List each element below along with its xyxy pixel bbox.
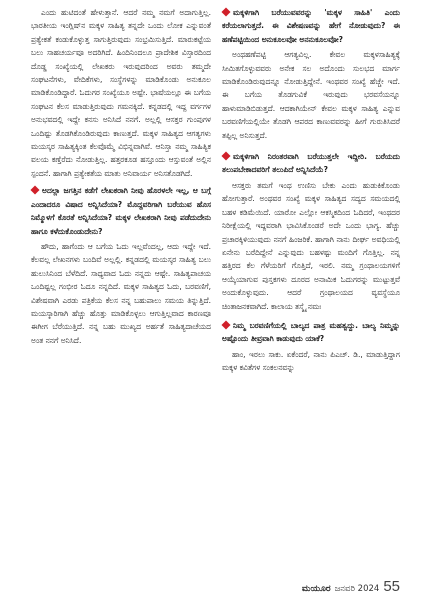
paragraph: ಆಸಕ್ತರು ತಮಗೆ ಇಂಥ ಉಣಿಸು ಬೇಕು ಎಂದು ಹುಡುಕಿಕೊಂಡು ಹೋಗುತ್ತಾರೆ. ಅಂಥವರ ಸಂಖ್ಯೆ ಮಕ್ಕಳ ಸಾಹಿತ್ಯದ ಸದ್ಯದ ಸಮಯದಲ್ಲಿ ಬಹಳ ಕಡಿಮೆಯಿದೆ. ಯಾರೋ ಎಲ್ಲೋ ಆಕಸ್ಮಿಕದಿಂದ ಓದಿದರೆ, ಇಂಥದರ ನಿರೀಕ್ಷೆಯಲ್ಲಿ ಇದ್ದವರಾಗಿ ಭಾವಿಸಿಕೊಂಡರೆ ಅದೇ ಒಂದು ಭಾಗ್ಯ. ಹೆಚ್ಚು ಪ್ರಚಾರಕ್ಕಿಳಿಯುವುದು ನನಗೆ ಹಿಂಜರಿಕೆ. ಹಾಗಾಗಿ ನಾನು ದೀರ್ಘ ಅವಧಿಯಲ್ಲಿ ಏನೇನು ಬರೆದಿದ್ದೇನೆ ಎನ್ನುವುದು ಬಹಳಷ್ಟು ಮಂದಿಗೆ ಗೊತ್ತಿಲ್ಲ. ನನ್ನ ಹತ್ತಿರದ ಕೆಲ ಗೆಳೆಯರಿಗೆ ಗೊತ್ತಿದೆ, ಇರಲಿ. ನಮ್ಮ ಗ್ರಂಥಾಲಯಗಳಿಗೆ ಆಯ್ಕೆಯಾಗುವ ಪುಸ್ತಕಗಳು ದೂರದ ಅನಾಮಿಕ ಓದುಗರನ್ನು ಮುಟ್ಟುತ್ತವೆ ಅಂದುಕೊಳ್ಳುವುದು. ಆದರೆ ಗ್ರಂಥಾಲಯದ ವ್ಯವಸ್ಥೆಯೂ ಚಿಂತಾಜನಕವಾಗಿದೆ. ಕಾಲಾಯ ತಸ್ಮೈ ನಮಃ: [222, 180, 400, 311]
interview-question: [222, 6, 400, 46]
question-text: ಅದಲ್ಲಾ ಜಗತ್ತಿನ ಕಡೆಗೆ ಲೇಖಕರಾಗಿ ನೀವು ಹೊರಳಲೇ ಇಲ್ಲ, ಆ ಬಗ್ಗೆ ಎಂದಾದರೂ ವಿಷಾದ ಅನ್ನಿಸಿದೆಯಾ? ಮೊದ್ದವರಿಗಾಗಿ ಬರೆಯುವ ಹೊಸ ನಿಮ್ಮೊಳಗೆ ಕೊರತೆ ಅನ್ನಿಸಿದೆಯಾ? ಮಕ್ಕಳ ಲೇಖಕರಾಗಿ ನೀವು ಪಡೆದುದೇನು ಹಾಗೂ ಕಳೆದುಕೊಂಡುದೇನು?: [31, 186, 211, 236]
question-text: ಮಕ್ಕಳಿಗಾಗಿ ಬರೆಯುವವರನ್ನು 'ಮಕ್ಕಳ ಸಾಹಿತಿ' ಎಂದು ಕರೆಯಲಾಗುತ್ತದೆ. ಈ ವಿಶೇಷಣವನ್ನು ಹೇಗೆ ನೋಡುವುದು? ಈ ಹಣೆಪಟ್ಟಿಯಿಂದ ಅನುಕೂಲವೋ ಅನನುಕೂಲವೋ?: [222, 8, 400, 44]
paragraph: ಅಂಥಹಣೆಪಟ್ಟಿ ಆಗತ್ಯವಿಲ್ಲ. ಕೇವಲ ಮಕ್ಕಳಸಾಹಿತ್ಯಕ್ಕೆ ಸೀಮಿತಗೊಳ್ಳುವವರು ಅನೇಕ ಸಲ ಅದೊಂದು ಸುಲಭದ ಮಾರ್ಗ ಮಾಡಿಕೊಂಡಿರುವುದನ್ನೂ ನೋಡುತ್ತಿದ್ದೇನೆ. ಇಂಥವರ ಸಂಖ್ಯೆ ಹೆಚ್ಚೇ ಇದೆ. ಈ ಬಗೆಯ ತೊಡಗುವಿಕೆ ಇರುವುದು ಭರವಸೆಯನ್ನೂ ಹಾಳುಮಾಡಿಬಿಡುತ್ತದೆ. ಆದಕಾಗಿಯೇನ್ ಕೇವಲ ಮಕ್ಕಳ ಸಾಹಿತ್ಯ ಎನ್ನುವ ಬರವಣಿಗೆಯಲ್ಲಿಯೇ ತೊಡಗಿ ಆಪರದ ಕಾಣುವವರನ್ನು ಹೀಗೆ ಗುರುತಿಸಿದರೆ ತಪ್ಪಿಲ್ಲ ಅನಿಸುತ್ತದೆ.: [222, 50, 400, 140]
interview-question: [31, 184, 211, 238]
diamond-bullet-icon: [221, 7, 230, 16]
paragraph: ಹೌದು, ಹಾಗೆಂದು ಆ ಬಗೆಯ ಓದು ಇಲ್ಲವೆಂದಲ್ಲ, ಆದು ಇದ್ದೇ ಇದೆ. ಕೆಲವಲ್ಲ ಲೇಖನಗಳು ಬಂದಿವೆ ಅಲ್ಲಲ್ಲಿ. ಕನ್ನಡದಲ್ಲಿ ಮಯಸ್ಕರ ಸಾಹಿತ್ಯ ಬಲು ಹುಲುಸಿನಿಂದ ಬೆಳೆದಿದೆ. ಸಾಧ್ಯವಾದ ಓದು ನನ್ನದು ಆಷ್ಟೇ. ಸಾಹಿತ್ಯಪಾಚಯ ಒಂದಿಷ್ಟಲ್ಲ ಗಂಭೀರ ಓದೂ ನನ್ನದಿದೆ. ಮಕ್ಕಳ ಸಾಹಿತ್ಯದ ಓದು, ಬರವಣಿಗೆ, ವಿಶೇಷವಾಗಿ ಎರಡು ಪತ್ರಿಕೆಯ ಕೆಲಸ ನನ್ನ ಬಹುಪಾಲು ಸಮಯ ತಿನ್ನುತ್ತಿದೆ. ಮಯಸ್ಕಾರಿಗಾಗಿ ಹೆಚ್ಚು ಹೊತ್ತು ಮಾಡಿಕೊಳ್ಳಲು ಆಗುತ್ತಿಲ್ಲವಾದ ಕಾರಣವೂ ಈಗೀಗ ಬೆರೆಯುತ್ತಿದೆ. ನನ್ನ ಬಹು ಮುಖ್ಯದ ಅರ್ಹತೆ ಸಾಹಿತ್ಯದಾಚೆಯದ ಅಂತ ನನಗೆ ಅನಿಸಿದೆ.: [31, 241, 211, 345]
right-column: [222, 6, 400, 375]
diamond-bullet-icon: [221, 152, 230, 161]
paragraph: ಹಾಂ, ಇರಲು ಸಾಕು. ಏಕೆಂದರೆ, ನಾನು ಪಿಎಚ್. ಡಿ., ಮಾಡುತ್ತಿದ್ದಾಗ ಮಕ್ಕಳ ಕವಿತೆಗಳ ಸಂಕಲನವನ್ನು: [222, 349, 400, 373]
issue-month: ಜನವರಿ 2024: [334, 584, 380, 594]
page-footer: [302, 578, 400, 595]
interview-question: [222, 150, 400, 177]
diamond-bullet-icon: [30, 186, 39, 195]
page-number: 55: [383, 578, 400, 595]
diamond-bullet-icon: [221, 320, 230, 329]
magazine-name: ಮಯೂರ: [301, 584, 331, 594]
left-column: [31, 6, 211, 347]
paragraph: ಎಂದು ಹುಟಿದಂತೆ ಹೇಳುತ್ತಾನೆ. ಆದರೆ ನಮ್ಮ ನಮಗೆ ಅದಾಗುತ್ತಿಲ್ಲ. ಭಾರತೀಯ ಇಂಗ್ಲಿಷ್‌ನ ಮಕ್ಕಳ ಸಾಹಿತ್ಯ ತನ್ನದೇ ಒಂದು ಲೋಕ ಎನ್ನುವಂತೆ ಪ್ರತ್ಯೇಕತೆ ಕಂಡುಕೊಳ್ಳುತ್ತ ಸಾಗುತ್ತಿರುವುದು ಸಂಭ್ರಮಿಸುತ್ತಿದೆ. ಮಾರುಕಟ್ಟೆಯ ಬಲು ಸಾಹಚರ್ಯವೂ ಅದರಿಗಿದೆ. ಹಿಂದಿನಿಂದಲೂ ಪ್ರಾದೇಶಿಕ ವಿಸ್ತಾರದಿಂದ ದೊಡ್ಡ ಸಂಖ್ಯೆಯಲ್ಲಿ ಲೇಖಕರು ಇರುವುದರಿಂದ ಅವರು ತಮ್ಮದೇ ಸಂಘಟನೆಗಳು, ವೇದಿಕೆಗಳು, ಸಂಸ್ಥೆಗಳನ್ನು ಮಾಡಿಕೊಂಡು ಅನುಕೂಲ ಮಾಡಿಕೊಂಡಿದ್ದಾರೆ. ಓದುಗರ ಸಂಖ್ಯೆಯೂ ಅಷ್ಟೇ. ಭಾಷೆಯಲ್ಲೂ ಈ ಬಗೆಯ ಸಂಘಟನ ಕೆಲಸ ಮಾಡುತ್ತಿರುವುದು ಗಮನಕ್ಕಿದೆ. ಕನ್ನಡದಲ್ಲಿ ಇದ್ದ ವರ್ಗಗಳ ಅನುಭವದಲ್ಲಿ ಇದ್ದೇ ಕನಸು ಅನಿಸಿದೆ ನನಗೆ. ಅಲ್ಲಲ್ಲಿ ಆಸಕ್ತರ ಗುಂಪುಗಳ ಒಂದಿಷ್ಟು ತೊಡಗಿಕೊಂಡಿರುವುದು ಕಾಣುತ್ತದೆ. ಮಕ್ಕಳ ಸಾಹಿತ್ಯದ ಆಗತ್ಯಗಳು ಮಯಸ್ಕರ ಸಾಹಿತ್ಯಕ್ಕಿಂತ ಕೆಲವೊಮ್ಮೆ ವಿಭಿನ್ನವಾಗಿವೆ. ಆನಿಸ್ತಾ ನಮ್ಮ ಸಾಹಿತ್ಯಿಕ ವಲಯ ಕಣ್ತೆರೆದು ನೋಡುತ್ತಿಲ್ಲ. ಹತ್ತರಕೂಡ ಹಸ್ತೂಂದು ಆಸ್ತುವಂತೆ ಅಲ್ಲಿನ ಸ್ಪಂದನೆ. ಹಾಗಾಗಿ ಪ್ರತ್ಯೇಕತೆಯ ಮಾತು ಅನಿವಾರ್ಯ ಅನಿಸತೊಡಗಿದೆ.: [31, 8, 211, 178]
interview-question: [222, 319, 400, 346]
question-text: ಮಕ್ಕಳಿಗಾಗಿ ನಿರಂತರವಾಗಿ ಬರೆಯುತ್ತಲೇ ಇದ್ದೀರಿ. ಬರೆಯದು ತಲುಪಬೇಕಾದವರಿಗೆ ತಲುಪಿದೆ ಅನ್ನಿಸಿದೆಯೆ?: [222, 152, 400, 175]
question-text: ನಿಮ್ಮ ಬರವಣಿಗೆಯಲ್ಲಿ ಬಾಲ್ಯದ ಪಾತ್ರ ಮಹತ್ವದ್ದು. ಬಾಲ್ಯ ನಿಮ್ಮನ್ನು ಅಷ್ಟೊಂದು ತೀವ್ರವಾಗಿ ಕಾಡುವುದು ಯಾಕೆ?: [222, 320, 400, 344]
